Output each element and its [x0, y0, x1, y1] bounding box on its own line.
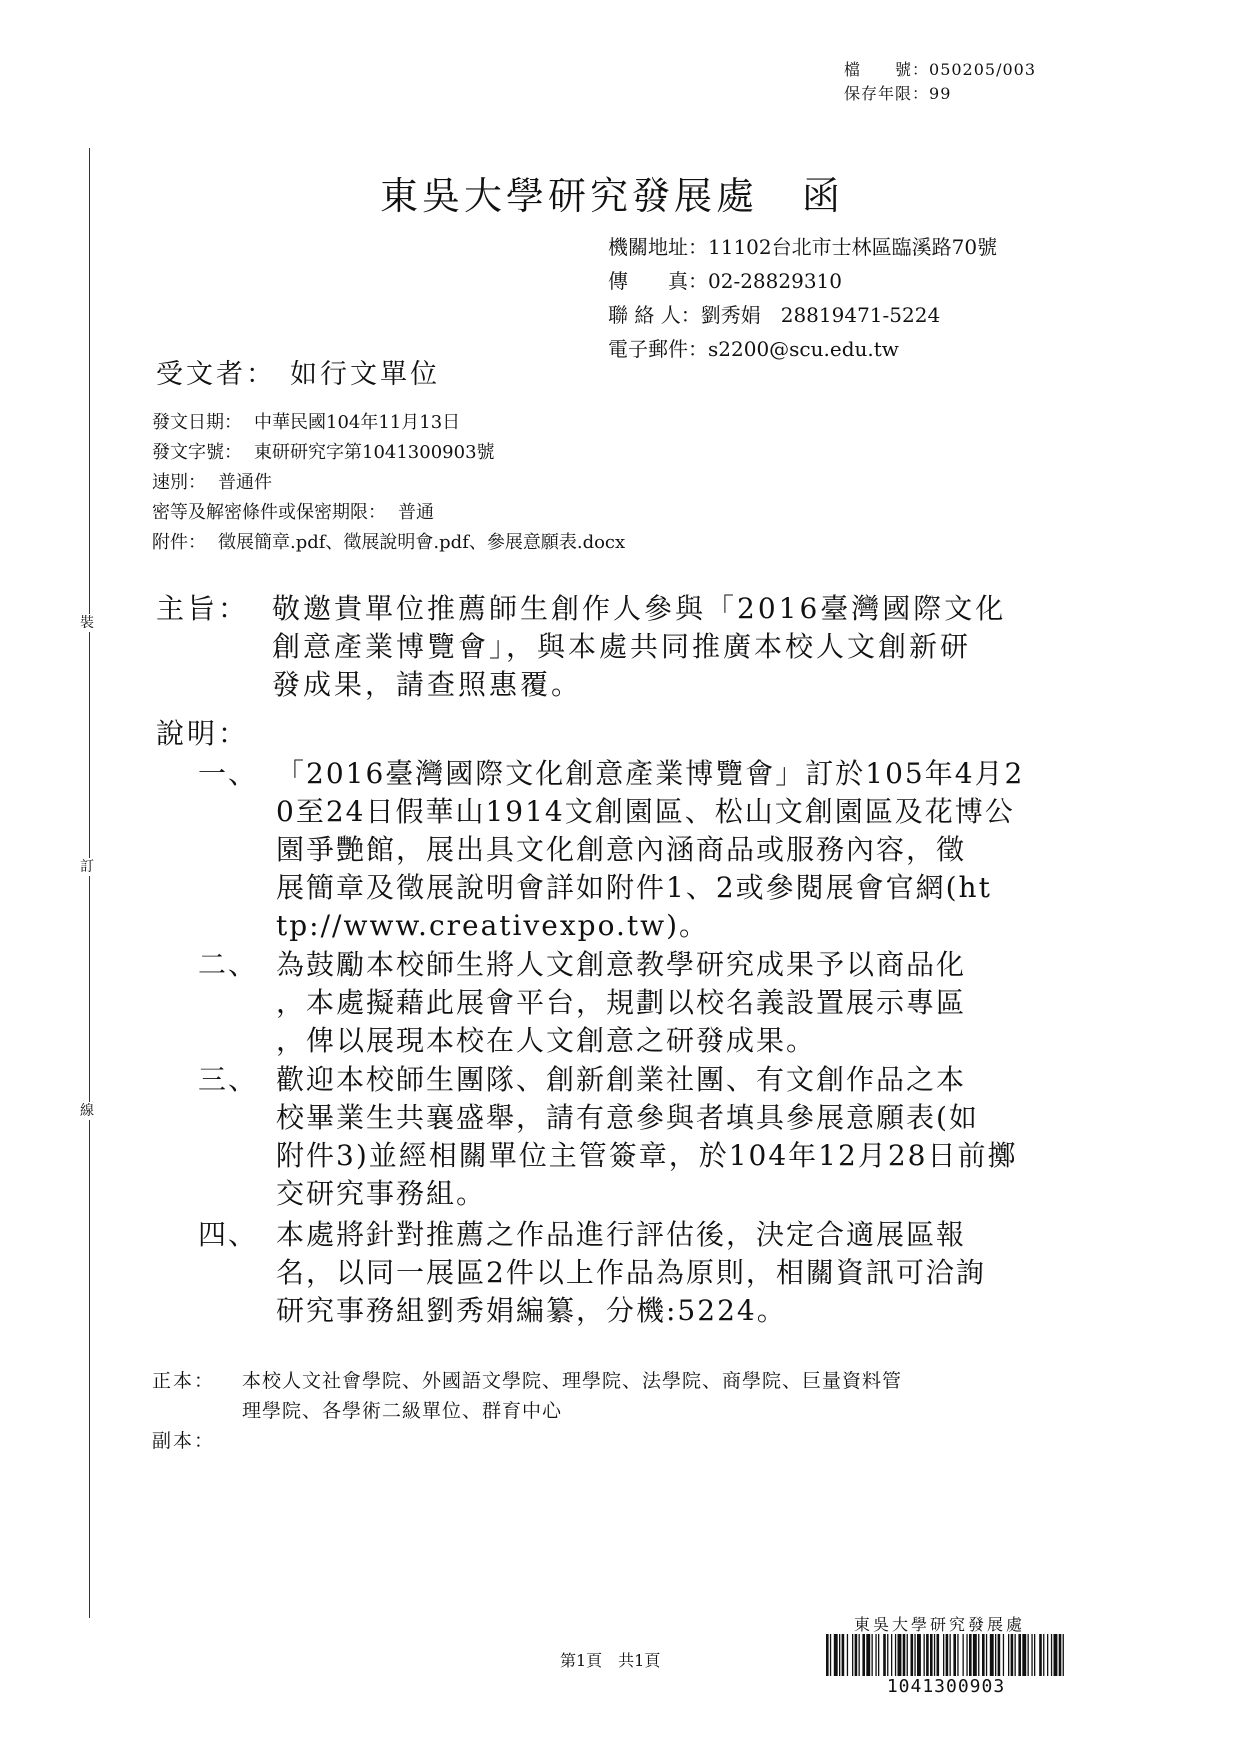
fax-label: 傳 真：: [608, 269, 708, 293]
barcode-bar: [839, 1634, 840, 1676]
recipient-value: 如行文單位: [290, 359, 440, 390]
barcode-bar: [887, 1634, 888, 1676]
contact-person: 劉秀娟 28819471-5224: [700, 303, 941, 327]
item-line: ，俾以展現本校在人文創意之研發成果。: [276, 1024, 817, 1057]
file-number-label: 檔 號：: [844, 60, 930, 79]
binding-mark-zhuang: 裝: [80, 615, 94, 631]
retention-period: 99: [929, 84, 952, 103]
binding-mark-xian: 線: [80, 1103, 94, 1119]
email: s2200@scu.edu.tw: [708, 337, 899, 361]
barcode-bar: [930, 1634, 933, 1676]
barcode-bar: [1003, 1634, 1004, 1676]
doc-number-label: 發文字號：: [152, 442, 242, 463]
issue-date: 中華民國104年11月13日: [254, 412, 461, 433]
barcode-bar: [1034, 1634, 1035, 1676]
barcode-bar: [883, 1634, 886, 1676]
page-number: 第1頁 共1頁: [560, 1651, 661, 1670]
barcode-bar: [875, 1634, 876, 1676]
barcode-bar: [1028, 1634, 1029, 1676]
item-line: 名，以同一展區2件以上作品為原則，相關資訊可洽詢: [276, 1256, 986, 1289]
barcode-bar: [862, 1634, 865, 1676]
barcode-bar: [1018, 1634, 1021, 1676]
barcode-bar: [973, 1634, 977, 1676]
barcode-bar: [995, 1634, 996, 1676]
barcode-bar: [963, 1634, 964, 1676]
barcode-bar: [998, 1634, 1001, 1676]
barcode-bar: [898, 1634, 902, 1676]
document-type: 函: [802, 174, 845, 218]
barcode-bar: [859, 1634, 860, 1676]
barcode-bar: [914, 1634, 915, 1676]
barcode-bar: [907, 1634, 908, 1676]
barcode-bar: [1051, 1634, 1052, 1676]
item-line: 0至24日假華山1914文創園區、松山文創園區及花博公: [276, 795, 1015, 828]
barcode-bar: [855, 1634, 858, 1676]
cc-label: 副本：: [152, 1430, 216, 1452]
item-number: 三、: [198, 1063, 259, 1096]
barcode-bar: [950, 1634, 951, 1676]
barcode-bar: [937, 1634, 940, 1676]
barcode-bar: [1008, 1634, 1009, 1676]
barcode-bar: [966, 1634, 967, 1676]
barcode-bar: [946, 1634, 949, 1676]
item-line: 本處將針對推薦之作品進行評估後，決定合適展區報: [276, 1218, 967, 1251]
barcode-bar: [924, 1634, 925, 1676]
barcode-bar: [826, 1634, 829, 1676]
recipient: [156, 352, 440, 391]
barcode-bar: [917, 1634, 921, 1676]
barcode-bar: [982, 1634, 985, 1676]
barcode-bar: [957, 1634, 958, 1676]
item-line: tp://www.creativexpo.tw)。: [276, 909, 710, 942]
main-copies-line: 本校人文社會學院、外國語文學院、理學院、法學院、商學院、巨量資料管: [242, 1370, 903, 1392]
stamp-org-name: 東吳大學研究發展處: [854, 1615, 1026, 1634]
document-title: [380, 165, 844, 220]
barcode-bar: [1031, 1634, 1032, 1676]
barcode-bar: [852, 1634, 853, 1676]
item-line: 交研究事務組。: [276, 1177, 487, 1210]
barcode-number: 1041300903: [886, 1676, 1006, 1697]
speed-label: 速別：: [152, 472, 206, 493]
contact-block: [608, 230, 997, 366]
issuing-org: 東吳大學研究發展處: [380, 174, 759, 218]
barcode-bar: [895, 1634, 896, 1676]
item-line: 附件3)並經相關單位主管簽章，於104年12月28日前擲: [276, 1139, 1018, 1172]
barcode-bar: [872, 1634, 873, 1676]
barcode-bar: [878, 1634, 879, 1676]
barcode-bar: [1047, 1634, 1048, 1676]
address-label: 機關地址：: [608, 235, 708, 259]
subject-label: 主旨：: [156, 592, 250, 625]
barcode-bar: [866, 1634, 870, 1676]
file-info: [844, 58, 1036, 106]
subject-line: 敬邀貴單位推薦師生創作人參與「2016臺灣國際文化: [272, 592, 1007, 625]
item-line: 園爭艷館，展出具文化創意內涵商品或服務內容，徵: [276, 833, 967, 866]
fax: 02-28829310: [708, 269, 843, 293]
item-line: 研究事務組劉秀娟編纂，分機:5224。: [276, 1294, 787, 1327]
item-line: 為鼓勵本校師生將人文創意教學研究成果予以商品化: [276, 948, 967, 981]
item-number: 四、: [198, 1218, 259, 1251]
subject-line: 發成果，請查照惠覆。: [272, 668, 583, 701]
item-line: 歡迎本校師生團隊、創新創業社團、有文創作品之本: [276, 1063, 967, 1096]
barcode-bar: [1022, 1634, 1026, 1676]
barcode-bar: [934, 1634, 935, 1676]
barcode-bar: [1054, 1634, 1058, 1676]
barcode-bar: [911, 1634, 914, 1676]
document-meta: [152, 408, 625, 558]
main-copies-label: 正本：: [152, 1370, 216, 1392]
attachments-label: 附件：: [152, 532, 206, 553]
barcode-bar: [978, 1634, 979, 1676]
barcode-bar: [926, 1634, 929, 1676]
barcode-bar: [990, 1634, 994, 1676]
barcode-bar: [903, 1634, 906, 1676]
barcode-bar: [1011, 1634, 1014, 1676]
item-number: 一、: [198, 757, 259, 790]
barcode-bar: [1043, 1634, 1044, 1676]
barcode-bar: [1059, 1634, 1062, 1676]
barcode: [824, 1634, 1068, 1676]
attachments: 徵展簡章.pdf、徵展說明會.pdf、參展意願表.docx: [218, 532, 626, 553]
binding-line: [89, 148, 90, 1618]
email-label: 電子郵件：: [608, 337, 708, 361]
barcode-bar: [847, 1634, 848, 1676]
barcode-bar: [1015, 1634, 1016, 1676]
address: 11102台北市士林區臨溪路70號: [708, 235, 998, 259]
doc-number: 東研研究字第1041300903號: [254, 442, 495, 463]
barcode-bar: [830, 1634, 831, 1676]
barcode-bar: [1063, 1634, 1064, 1676]
file-number: 050205/003: [929, 60, 1037, 79]
secrecy-label: 密等及解密條件或保密期限：: [152, 502, 386, 523]
speed: 普通件: [218, 472, 272, 493]
item-line: ，本處擬藉此展會平台，規劃以校名義設置展示專區: [276, 986, 967, 1019]
barcode-bar: [891, 1634, 892, 1676]
binding-mark-ding: 訂: [80, 859, 94, 875]
main-copies-line: 理學院、各學術二級單位、群育中心: [242, 1400, 563, 1422]
issue-date-label: 發文日期：: [152, 412, 242, 433]
item-line: 校畢業生共襄盛舉，請有意參與者填具參展意願表(如: [276, 1101, 979, 1134]
secrecy: 普通: [398, 502, 434, 523]
item-line: 「2016臺灣國際文化創意產業博覽會」訂於105年4月2: [276, 757, 1025, 790]
subject-line: 創意產業博覽會」，與本處共同推廣本校人文創新研: [272, 630, 972, 663]
contact-person-label: 聯 絡 人：: [608, 303, 701, 327]
barcode-bar: [986, 1634, 987, 1676]
barcode-bar: [842, 1634, 845, 1676]
explanation-label: 說明：: [156, 717, 250, 750]
recipient-label: 受文者：: [156, 359, 276, 390]
barcode-bar: [969, 1634, 972, 1676]
barcode-bar: [943, 1634, 944, 1676]
barcode-bar: [834, 1634, 838, 1676]
barcode-bar: [1039, 1634, 1042, 1676]
retention-label: 保存年限：: [844, 84, 930, 103]
item-number: 二、: [198, 948, 259, 981]
barcode-bar: [953, 1634, 956, 1676]
item-line: 展簡章及徵展說明會詳如附件1、2或參閱展會官網(ht: [276, 871, 992, 904]
